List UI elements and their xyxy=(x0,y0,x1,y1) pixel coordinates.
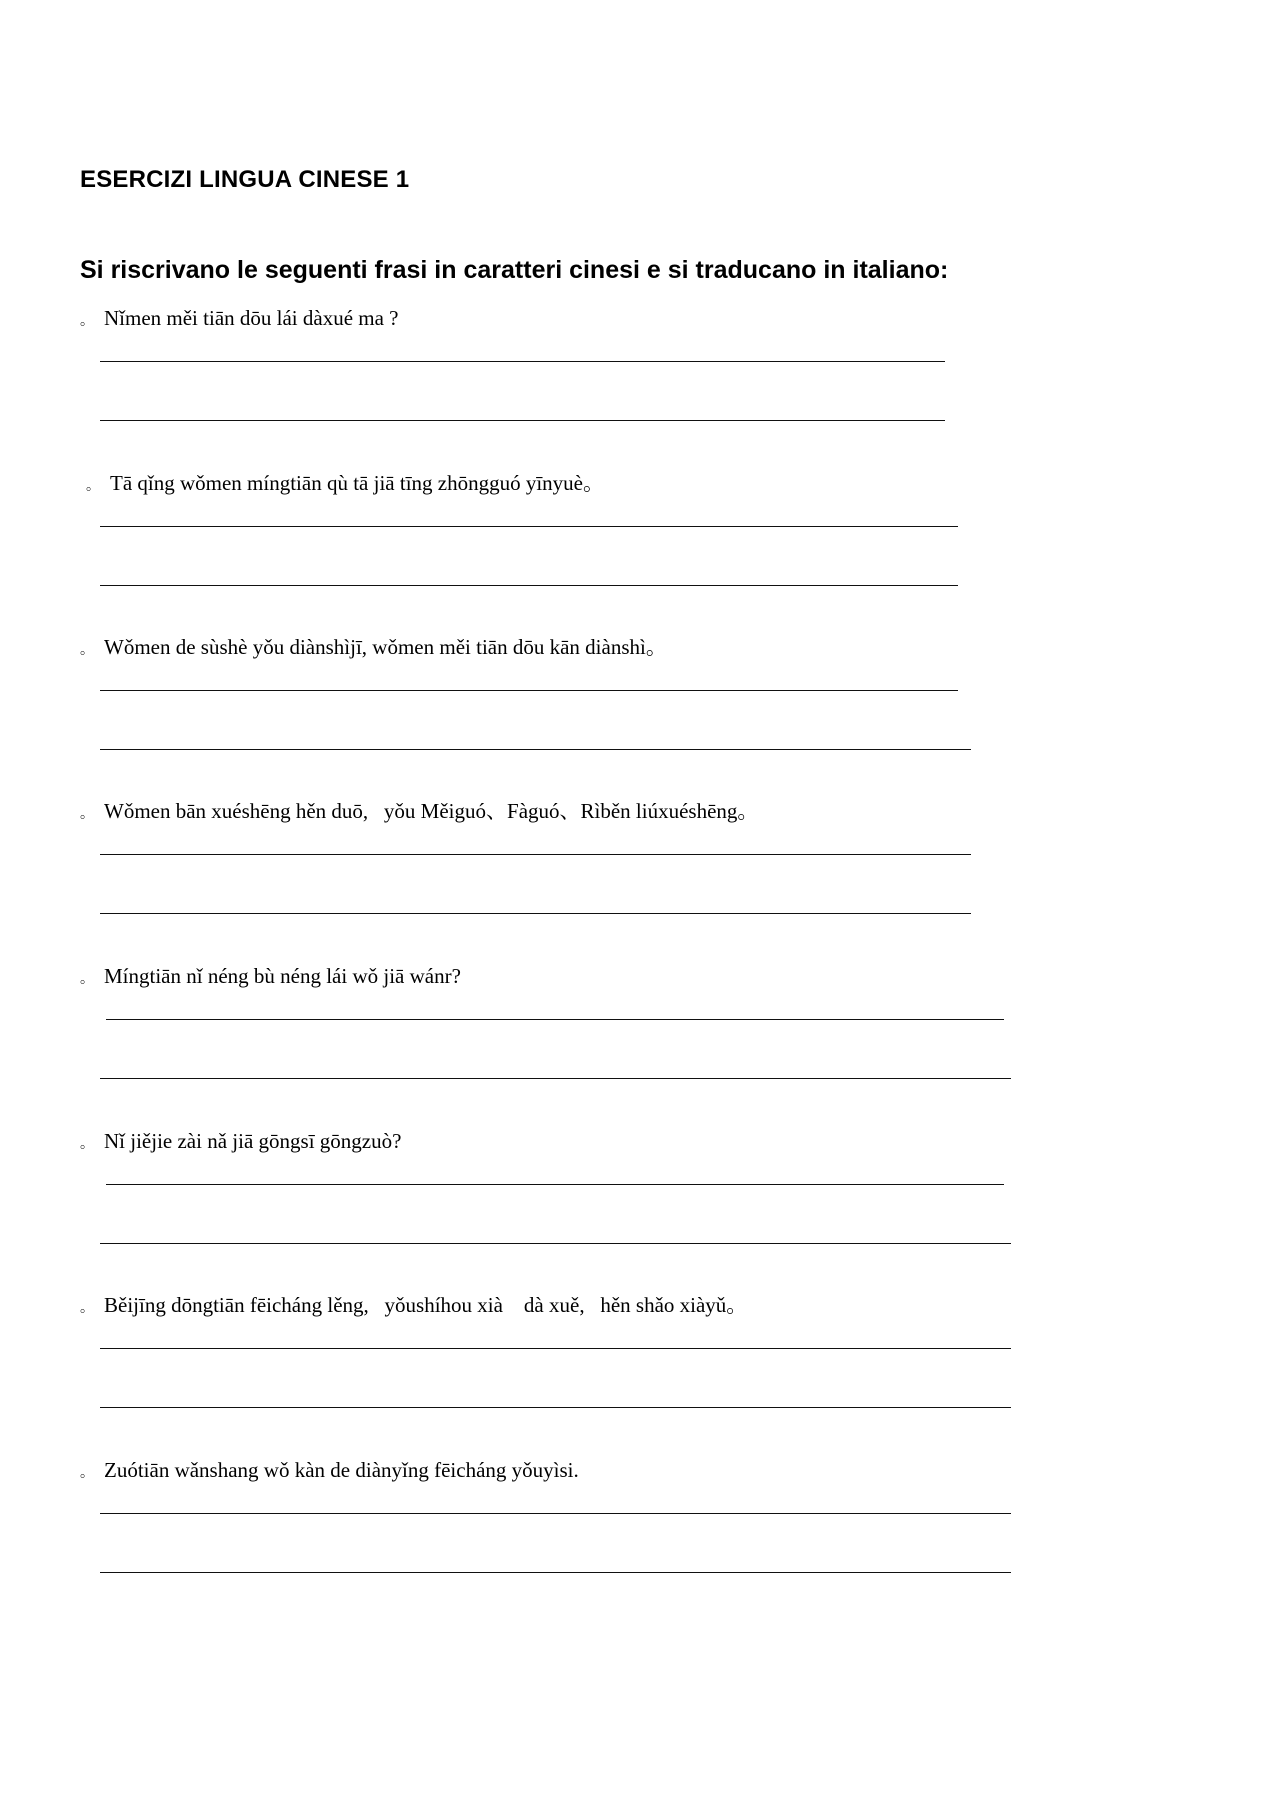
exercise-sentence xyxy=(80,305,399,335)
answer-line[interactable] xyxy=(100,1243,1011,1244)
pinyin-sentence: Wǒmen de sùshè yǒu diànshìjī, wǒmen měi tiān dōu kān diànshì。 xyxy=(104,635,667,659)
answer-line[interactable] xyxy=(100,854,971,855)
exercise-sentence xyxy=(86,470,604,500)
answer-line[interactable] xyxy=(100,1348,1011,1349)
answer-line[interactable] xyxy=(100,361,945,362)
answer-line[interactable] xyxy=(100,690,958,691)
exercise-sentence xyxy=(80,1292,747,1322)
bullet-marker: 。 xyxy=(80,807,94,822)
answer-line[interactable] xyxy=(106,1184,1004,1185)
pinyin-sentence: Wǒmen bān xuéshēng hěn duō, yǒu Měiguó、Fàguó、Rìběn liúxuéshēng。 xyxy=(104,799,759,823)
answer-line[interactable] xyxy=(100,1407,1011,1408)
bullet-marker: 。 xyxy=(80,1137,94,1152)
exercise-sentence xyxy=(80,634,667,664)
instruction-text: Si riscrivano le seguenti frasi in caratteri cinesi e si traducano in italiano: xyxy=(80,256,949,284)
pinyin-sentence: Nǐ jiějie zài nǎ jiā gōngsī gōngzuò? xyxy=(104,1129,402,1153)
answer-line[interactable] xyxy=(100,913,971,914)
bullet-marker: 。 xyxy=(80,643,94,658)
answer-line[interactable] xyxy=(100,526,958,527)
answer-line[interactable] xyxy=(100,585,958,586)
bullet-marker: 。 xyxy=(86,479,100,494)
answer-line[interactable] xyxy=(100,1513,1011,1514)
exercise-sentence xyxy=(80,1457,579,1487)
answer-line[interactable] xyxy=(100,1078,1011,1079)
exercise-sentence xyxy=(80,798,758,828)
bullet-marker: 。 xyxy=(80,1301,94,1316)
answer-line[interactable] xyxy=(106,1019,1004,1020)
bullet-marker: 。 xyxy=(80,314,94,329)
page-title: ESERCIZI LINGUA CINESE 1 xyxy=(80,166,410,193)
pinyin-sentence: Míngtiān nǐ néng bù néng lái wǒ jiā wánr? xyxy=(104,964,461,988)
pinyin-sentence: Nǐmen měi tiān dōu lái dàxué ma ? xyxy=(104,306,399,330)
exercise-sentence xyxy=(80,963,461,993)
answer-line[interactable] xyxy=(100,420,945,421)
bullet-marker: 。 xyxy=(80,972,94,987)
answer-line[interactable] xyxy=(100,1572,1011,1573)
answer-line[interactable] xyxy=(100,749,971,750)
exercise-sentence xyxy=(80,1128,401,1158)
bullet-marker: 。 xyxy=(80,1466,94,1481)
pinyin-sentence: Zuótiān wǎnshang wǒ kàn de diànyǐng fēicháng yǒuyìsi. xyxy=(104,1458,579,1482)
pinyin-sentence: Tā qǐng wǒmen míngtiān qù tā jiā tīng zhōngguó yīnyuè。 xyxy=(110,471,605,495)
pinyin-sentence: Běijīng dōngtiān fēicháng lěng, yǒushíhou xià dà xuě, hěn shǎo xiàyǔ。 xyxy=(104,1293,748,1317)
